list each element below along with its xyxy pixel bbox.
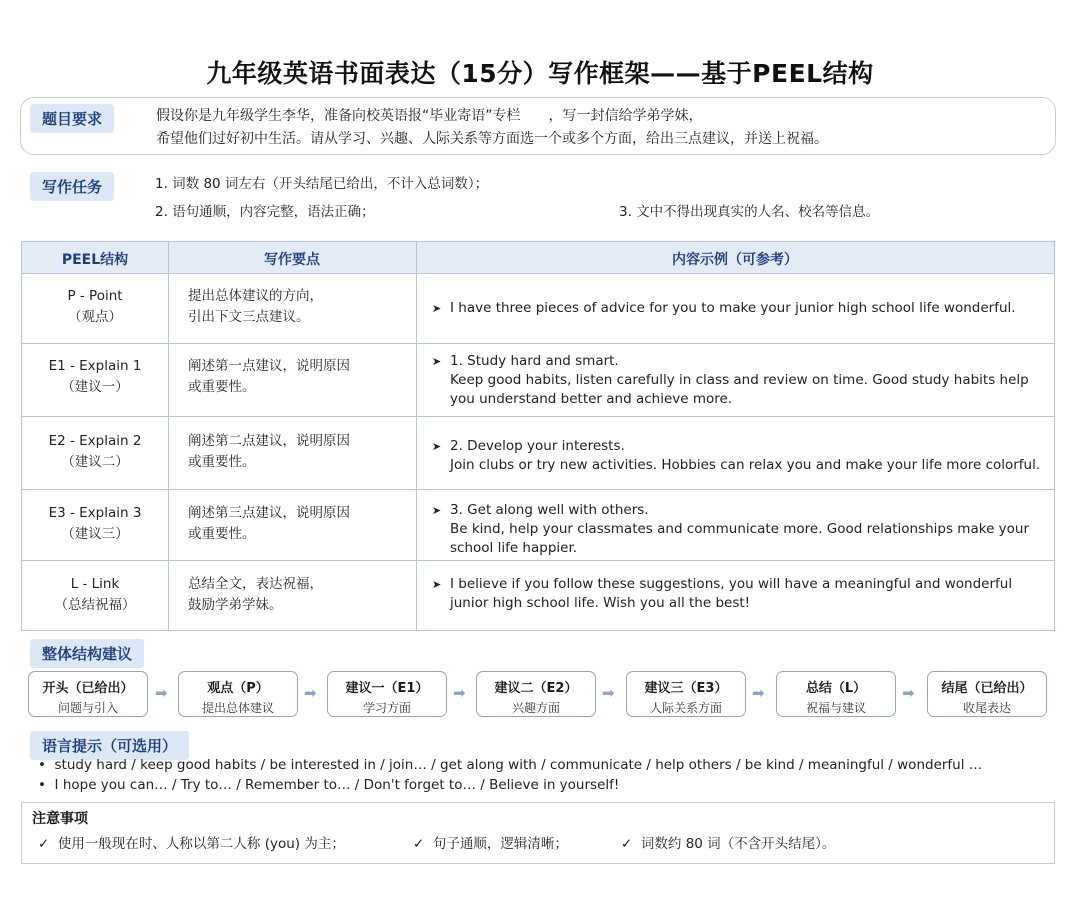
flow-step-sub: 收尾表达 [962, 701, 1011, 715]
note-item-1 [38, 832, 345, 852]
row-point-2: 引出下文三点建议。 [188, 309, 310, 325]
task-item-3: 3. 文中不得出现真实的人名、校名等信息。 [619, 204, 880, 220]
arrow-right-icon: ➡ [602, 684, 615, 702]
language-line-1-text: study hard / keep good habits / be interested in / join… / get along with / communicate / help others / be kind / meaningful / wonderful … [54, 757, 983, 773]
row-example-main: 3. Get along well with others. [450, 502, 649, 518]
row-point-2: 或重要性。 [188, 379, 256, 395]
language-line-2 [38, 777, 619, 793]
task-label: 写作任务 [30, 172, 114, 201]
table-row-point [22, 274, 1054, 342]
check-icon: ✓ [38, 836, 58, 852]
page-title: 九年级英语书面表达（15分）写作框架——基于PEEL结构 [206, 59, 874, 88]
row-example-main: I have three pieces of advice for you to make your junior high school life wonderful. [450, 300, 1016, 316]
flow-step-title: 建议三（E3） [644, 681, 728, 696]
peel-table [21, 241, 1055, 631]
bullet-icon: • [38, 757, 55, 773]
arrow-bullet-icon: ➤ [432, 440, 442, 453]
arrow-right-icon: ➡ [453, 684, 466, 702]
row-name-cn: （建议一） [61, 379, 129, 395]
notes-label: 注意事项 [32, 811, 88, 827]
arrow-bullet-icon: ➤ [432, 504, 442, 517]
flow-step-e3 [626, 671, 746, 717]
row-point-1: 阐述第三点建议，说明原因 [188, 505, 350, 521]
flow-step-title: 结尾（已给出） [941, 681, 1033, 696]
row-name-cn: （建议三） [61, 526, 129, 542]
row-point-2: 鼓励学弟学妹。 [188, 597, 283, 613]
language-label: 语言提示（可选用） [30, 731, 189, 760]
row-example-main: I believe if you follow these suggestions, you will have a meaningful and wonderful [450, 576, 1013, 592]
header-points: 写作要点 [264, 252, 320, 268]
arrow-bullet-icon: ➤ [432, 302, 442, 315]
note-item-1-text: 使用一般现在时、人称以第二人称 (you) 为主； [57, 836, 345, 852]
flow-step-opening [28, 671, 148, 717]
note-item-3 [621, 832, 835, 852]
task-item-1: 1. 词数 80 词左右（开头结尾已给出，不计入总词数）； [155, 176, 489, 192]
check-icon: ✓ [621, 836, 641, 852]
header-examples: 内容示例（可参考） [672, 252, 798, 268]
row-point-1: 总结全文，表达祝福， [188, 576, 323, 592]
row-name-cn: （总结祝福） [54, 597, 136, 613]
flow-step-title: 总结（L） [805, 681, 867, 696]
flow-step-sub: 祝福与建议 [805, 701, 866, 715]
flow-step-link [776, 671, 896, 717]
flow-step-title: 建议二（E2） [494, 681, 578, 696]
bullet-icon: • [38, 777, 55, 793]
flow-step-title: 观点（P） [207, 681, 269, 696]
row-name: E3 - Explain 3 [48, 505, 142, 521]
flow-step-title: 建议一（E1） [345, 681, 429, 696]
task-item-2: 2. 语句通顺，内容完整，语法正确； [155, 204, 375, 220]
row-point-1: 阐述第二点建议，说明原因 [188, 433, 350, 449]
flow-step-sub: 兴趣方面 [511, 701, 560, 715]
row-example-sub: junior high school life. Wish you all the best! [450, 595, 751, 611]
note-item-2 [413, 832, 568, 852]
requirement-line-1: 假设你是九年级学生李华，准备向校英语报“毕业寄语”专栏 ，写一封信给学弟学妹， [156, 108, 703, 124]
arrow-right-icon: ➡ [304, 684, 317, 702]
row-example-sub: Join clubs or try new activities. Hobbies can relax you and make your life more colorful. [450, 457, 1041, 473]
row-name: E1 - Explain 1 [48, 358, 142, 374]
structure-label: 整体结构建议 [30, 639, 144, 668]
arrow-right-icon: ➡ [155, 684, 168, 702]
flow-step-e1 [327, 671, 447, 717]
table-row-e1 [22, 343, 1054, 416]
row-point-2: 或重要性。 [188, 454, 256, 470]
table-header [22, 242, 1054, 274]
note-item-3-text: 词数约 80 词（不含开头结尾）。 [640, 836, 836, 852]
requirement-label: 题目要求 [30, 104, 114, 133]
table-row-e3 [22, 489, 1054, 560]
row-point-1: 提出总体建议的方向， [188, 288, 323, 304]
flow-step-point [178, 671, 298, 717]
note-item-2-text: 句子通顺，逻辑清晰； [432, 836, 568, 852]
row-example-main: 1. Study hard and smart. [450, 353, 619, 369]
flow-step-e2 [476, 671, 596, 717]
arrow-right-icon: ➡ [902, 684, 915, 702]
row-point-1: 阐述第一点建议，说明原因 [188, 358, 350, 374]
flow-step-sub: 学习方面 [362, 701, 411, 715]
table-row-link [22, 560, 1054, 631]
requirement-line-2: 希望他们过好初中生活。请从学习、兴趣、人际关系等方面选一个或多个方面，给出三点建议，并送上祝福。 [156, 131, 828, 147]
flow-step-sub: 问题与引入 [57, 701, 118, 715]
row-example-sub: Be kind, help your classmates and communicate more. Good relationships make your school life happier. [450, 521, 1030, 556]
language-line-1 [38, 757, 982, 773]
flow-step-title: 开头（已给出） [42, 681, 134, 696]
row-name-cn: （观点） [68, 309, 122, 325]
flow-step-sub: 人际关系方面 [649, 701, 722, 715]
row-name: P - Point [67, 288, 123, 304]
arrow-right-icon: ➡ [752, 684, 765, 702]
check-icon: ✓ [413, 836, 433, 852]
row-point-2: 或重要性。 [188, 526, 256, 542]
flow-step-ending [927, 671, 1047, 717]
row-name: L - Link [70, 576, 120, 592]
language-line-2-text: I hope you can… / Try to… / Remember to… / Don't forget to… / Believe in yourself! [54, 777, 620, 793]
row-example-main: 2. Develop your interests. [450, 438, 625, 454]
row-name: E2 - Explain 2 [48, 433, 142, 449]
header-peel: PEEL结构 [61, 252, 129, 268]
arrow-bullet-icon: ➤ [432, 578, 442, 591]
row-example-sub: Keep good habits, listen carefully in class and review on time. Good study habits help you understand better and achieve more. [450, 372, 1029, 407]
row-name-cn: （建议二） [61, 454, 129, 470]
flow-step-sub: 提出总体建议 [201, 701, 274, 715]
table-row-e2 [22, 416, 1054, 489]
arrow-bullet-icon: ➤ [432, 355, 442, 368]
